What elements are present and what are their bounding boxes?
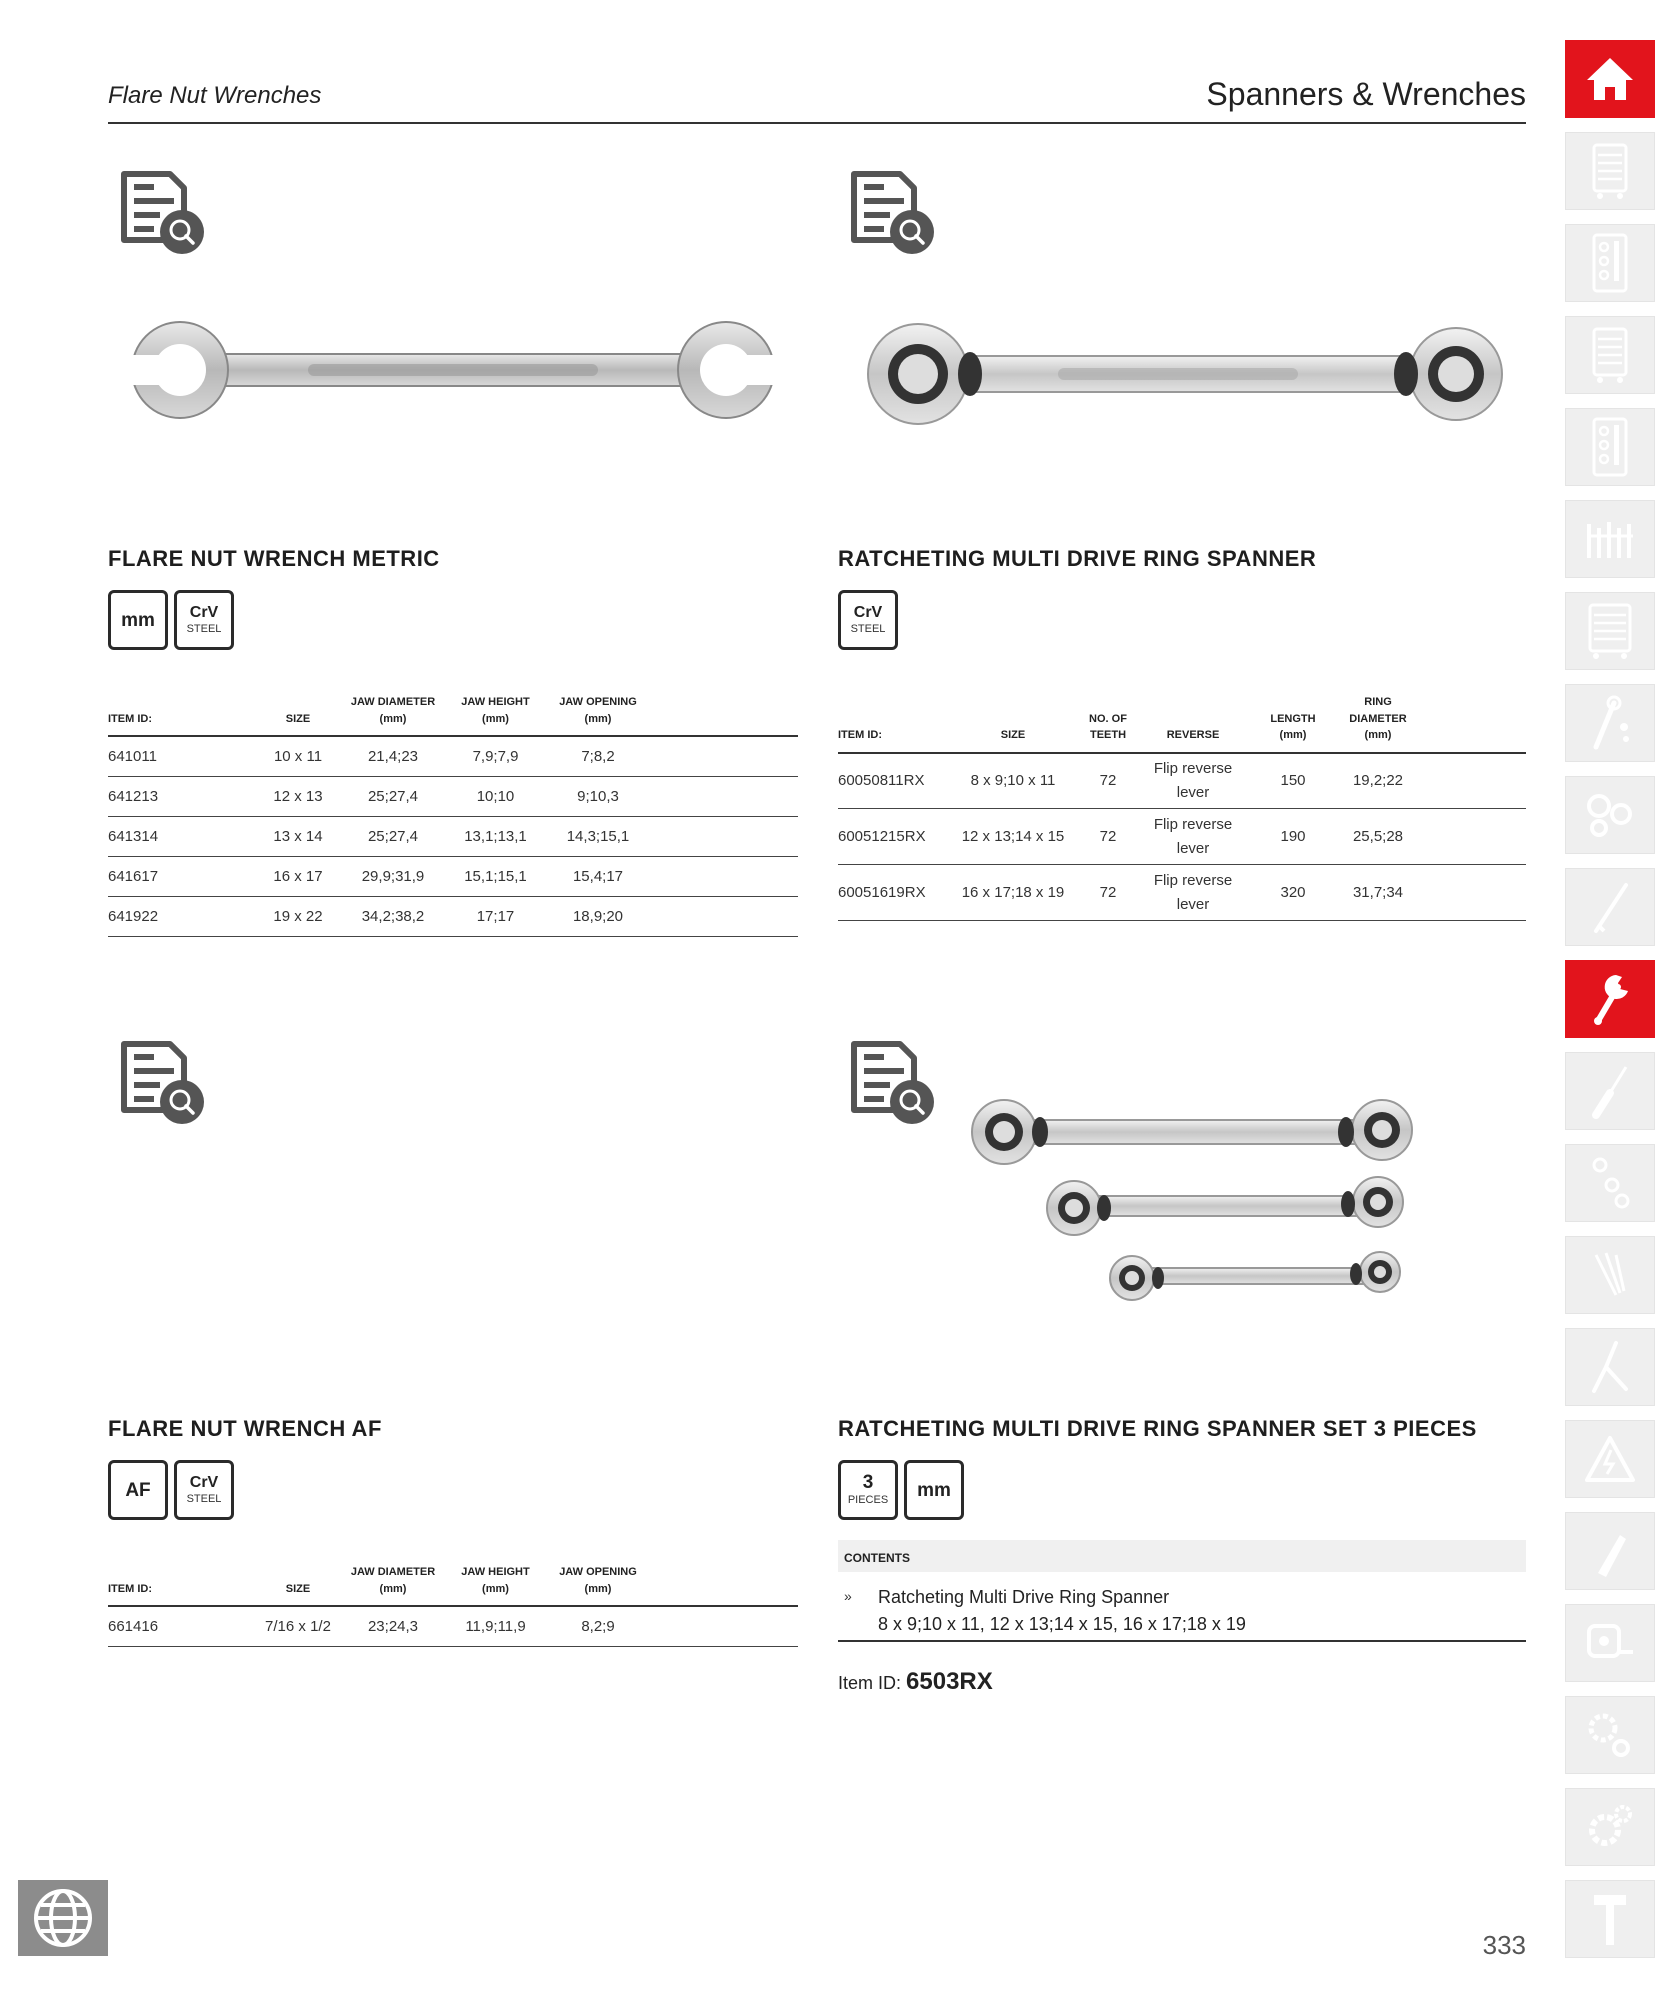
sidebar-item-sockets[interactable] [1565,776,1655,854]
sidebar-item-bits[interactable] [1565,868,1655,946]
table-row [838,753,1526,809]
table-cell: 13,1;13,1 [443,816,548,856]
sidebar-item-pliers[interactable] [1565,1328,1655,1406]
table-row [108,856,798,896]
column-header: JAW HEIGHT (mm) [443,694,548,736]
table-row [108,776,798,816]
contents-line: 8 x 9;10 x 11, 12 x 13;14 x 15, 16 x 17;18 x 19 [878,1614,1246,1634]
table-cell: 7/16 x 1/2 [253,1606,343,1646]
document-search-icon[interactable] [116,166,206,258]
item-id-label: Item ID: [838,1673,902,1693]
sidebar-item-tool-chests[interactable] [1565,592,1655,670]
table-row [838,809,1526,865]
table-cell: 12 x 13 [253,776,343,816]
sidebar-item-modules-2[interactable] [1565,408,1655,486]
pliers-icon [1586,1337,1634,1397]
spec-table [108,1564,798,1647]
metric-badge [904,1460,964,1520]
bullet-icon: » [844,1588,852,1604]
item-id-cell: 60051215RX [838,809,948,865]
table-cell: 19 x 22 [253,896,343,936]
hammer-icon [1586,1889,1634,1949]
table-cell: Flip reverse lever [1138,809,1248,865]
table-row [108,736,798,776]
section-title: Flare Nut Wrenches [108,82,322,109]
table-row [108,1606,798,1646]
crv-steel-badge [838,590,898,650]
table-cell [648,856,798,896]
badge-sublabel: STEEL [850,622,886,635]
column-header [1418,694,1526,753]
language-button[interactable] [18,1880,108,1956]
table-cell: 8 x 9;10 x 11 [948,753,1078,809]
table-cell: 16 x 17;18 x 19 [948,865,1078,921]
table-cell: 150 [1248,753,1338,809]
tool-chest-icon [1586,601,1634,661]
table-cell: 25;27,4 [343,776,443,816]
spec-table [108,694,798,937]
badge-label: AF [125,1479,151,1501]
bits-icon [1586,1153,1634,1213]
table-cell: 11,9;11,9 [443,1606,548,1646]
table-cell: 25,5;28 [1338,809,1418,865]
table-cell [648,896,798,936]
column-header [648,1564,798,1606]
sidebar-item-hammers[interactable] [1565,1880,1655,1958]
badge-label: mm [917,1479,951,1501]
header-divider [108,122,1526,124]
column-header: LENGTH (mm) [1248,694,1338,753]
table-cell: 15,4;17 [548,856,648,896]
table-cell: 7,9;7,9 [443,736,548,776]
table-cell: 29,9;31,9 [343,856,443,896]
table-cell: 14,3;15,1 [548,816,648,856]
table-cell: Flip reverse lever [1138,865,1248,921]
document-search-icon[interactable] [846,166,936,258]
ratcheting-spanner-set-image [970,1090,1430,1350]
column-header: SIZE [253,1564,343,1606]
crv-steel-badge [174,1460,234,1520]
measuring-tape-icon [1583,1618,1637,1668]
table-cell: 10 x 11 [253,736,343,776]
table-cell: 13 x 14 [253,816,343,856]
screwdriver-icon [1586,1061,1634,1121]
sidebar-item-home[interactable] [1565,40,1655,118]
item-id-cell: 641617 [108,856,253,896]
contents-header: CONTENTS [838,1540,1526,1572]
table-cell: 25;27,4 [343,816,443,856]
product-title: FLARE NUT WRENCH AF [108,1416,382,1441]
table-row [838,865,1526,921]
sidebar-item-screwdrivers[interactable] [1565,1052,1655,1130]
table-cell: 23;24,3 [343,1606,443,1646]
tool-trolley-icon [1588,325,1632,385]
gear-puller-icon [1583,1708,1637,1762]
product-title: RATCHETING MULTI DRIVE RING SPANNER [838,546,1317,571]
table-cell: 72 [1078,753,1138,809]
column-header: JAW OPENING (mm) [548,694,648,736]
contents-line: Ratcheting Multi Drive Ring Spanner [878,1587,1170,1607]
sidebar-item-bits-2[interactable] [1565,1144,1655,1222]
table-cell: 8,2;9 [548,1606,648,1646]
document-search-icon[interactable] [846,1036,936,1128]
table-cell: 19,2;22 [1338,753,1418,809]
column-header [648,694,798,736]
column-header: JAW DIAMETER (mm) [343,694,443,736]
table-cell: 31,7;34 [1338,865,1418,921]
table-cell: 72 [1078,865,1138,921]
table-cell: 320 [1248,865,1338,921]
af-badge [108,1460,168,1520]
item-id-value: 6503RX [906,1668,993,1695]
ratcheting-ring-spanner-image [858,310,1518,440]
tool-trolley-icon [1588,141,1632,201]
sidebar-item-measuring[interactable] [1565,1604,1655,1682]
engine-tools-icon [1583,1800,1637,1854]
item-id-cell: 641213 [108,776,253,816]
table-cell: 16 x 17 [253,856,343,896]
item-id-cell: 641011 [108,736,253,776]
badge-label: CrV [853,603,883,621]
badge-sublabel: STEEL [186,622,222,635]
column-header: RING DIAMETER (mm) [1338,694,1418,753]
product-title: RATCHETING MULTI DRIVE RING SPANNER SET 3 PIECES [838,1416,1477,1441]
table-cell [648,776,798,816]
column-header: ITEM ID: [108,694,253,736]
table-cell [648,1606,798,1646]
table-cell: 17;17 [443,896,548,936]
knife-icon [1586,1521,1634,1581]
sidebar-item-electrical[interactable] [1565,1420,1655,1498]
table-cell: 190 [1248,809,1338,865]
category-title: Spanners & Wrenches [1206,76,1526,112]
table-cell: Flip reverse lever [1138,753,1248,809]
flare-nut-wrench-image [128,310,778,430]
column-header: JAW HEIGHT (mm) [443,1564,548,1606]
sidebar-item-modules[interactable] [1565,224,1655,302]
badge-label: CrV [189,603,219,621]
table-cell: 10;10 [443,776,548,816]
product-title: FLARE NUT WRENCH METRIC [108,546,440,571]
table-cell [1418,753,1526,809]
multi-tool-icon [1586,1245,1634,1305]
contents-divider [838,1640,1526,1642]
item-id [838,1668,993,1696]
table-cell: 34,2;38,2 [343,896,443,936]
table-cell: 72 [1078,809,1138,865]
tool-module-icon [1588,415,1632,479]
badge-label: mm [121,609,155,631]
contents-text [878,1584,1246,1638]
pieces-badge [838,1460,898,1520]
table-cell [648,736,798,776]
socket-ratchet-icon [1586,693,1634,753]
item-id-cell: 60050811RX [838,753,948,809]
tool-module-icon [1588,231,1632,295]
sockets-icon [1583,790,1637,840]
page-number: 333 [1482,1930,1526,1960]
table-cell: 15,1;15,1 [443,856,548,896]
table-cell: 9;10,3 [548,776,648,816]
table-cell: 7;8,2 [548,736,648,776]
item-id-cell: 641922 [108,896,253,936]
item-id-cell: 661416 [108,1606,253,1646]
table-row [108,896,798,936]
sidebar-item-knives[interactable] [1565,1512,1655,1590]
table-header-row [108,1564,798,1606]
column-header: REVERSE [1138,694,1248,753]
column-header: NO. OF TEETH [1078,694,1138,753]
table-cell: 18,9;20 [548,896,648,936]
electrical-warning-icon [1583,1434,1637,1484]
table-cell [648,816,798,856]
table-cell [1418,865,1526,921]
globe-icon [32,1887,94,1949]
badge-label: CrV [189,1473,219,1491]
tool-set-icon [1583,514,1637,564]
table-cell: 21,4;23 [343,736,443,776]
sidebar-item-trolleys[interactable] [1565,132,1655,210]
crv-steel-badge [174,590,234,650]
sidebar-item-tool-sets[interactable] [1565,500,1655,578]
screwdriver-bit-icon [1586,877,1634,937]
column-header: JAW DIAMETER (mm) [343,1564,443,1606]
sidebar-item-multi-tools[interactable] [1565,1236,1655,1314]
column-header: SIZE [948,694,1078,753]
table-row [108,816,798,856]
table-cell: 12 x 13;14 x 15 [948,809,1078,865]
table-header-row [838,694,1526,753]
badge-sublabel: PIECES [847,1494,889,1507]
metric-badge [108,590,168,650]
column-header: JAW OPENING (mm) [548,1564,648,1606]
column-header: ITEM ID: [838,694,948,753]
item-id-cell: 60051619RX [838,865,948,921]
item-id-cell: 641314 [108,816,253,856]
sidebar-item-sockets-ratchets[interactable] [1565,684,1655,762]
badge-sublabel: STEEL [186,1492,222,1505]
table-cell [1418,809,1526,865]
home-icon [1583,54,1637,104]
table-header-row [108,694,798,736]
wrench-icon [1586,969,1634,1029]
sidebar-item-engine-tools[interactable] [1565,1788,1655,1866]
sidebar-item-pullers[interactable] [1565,1696,1655,1774]
badge-label: 3 [862,1472,874,1494]
column-header: ITEM ID: [108,1564,253,1606]
column-header: SIZE [253,694,343,736]
spec-table [838,694,1526,921]
sidebar-item-trolleys-2[interactable] [1565,316,1655,394]
sidebar-item-spanners-wrenches[interactable] [1565,960,1655,1038]
document-search-icon[interactable] [116,1036,206,1128]
